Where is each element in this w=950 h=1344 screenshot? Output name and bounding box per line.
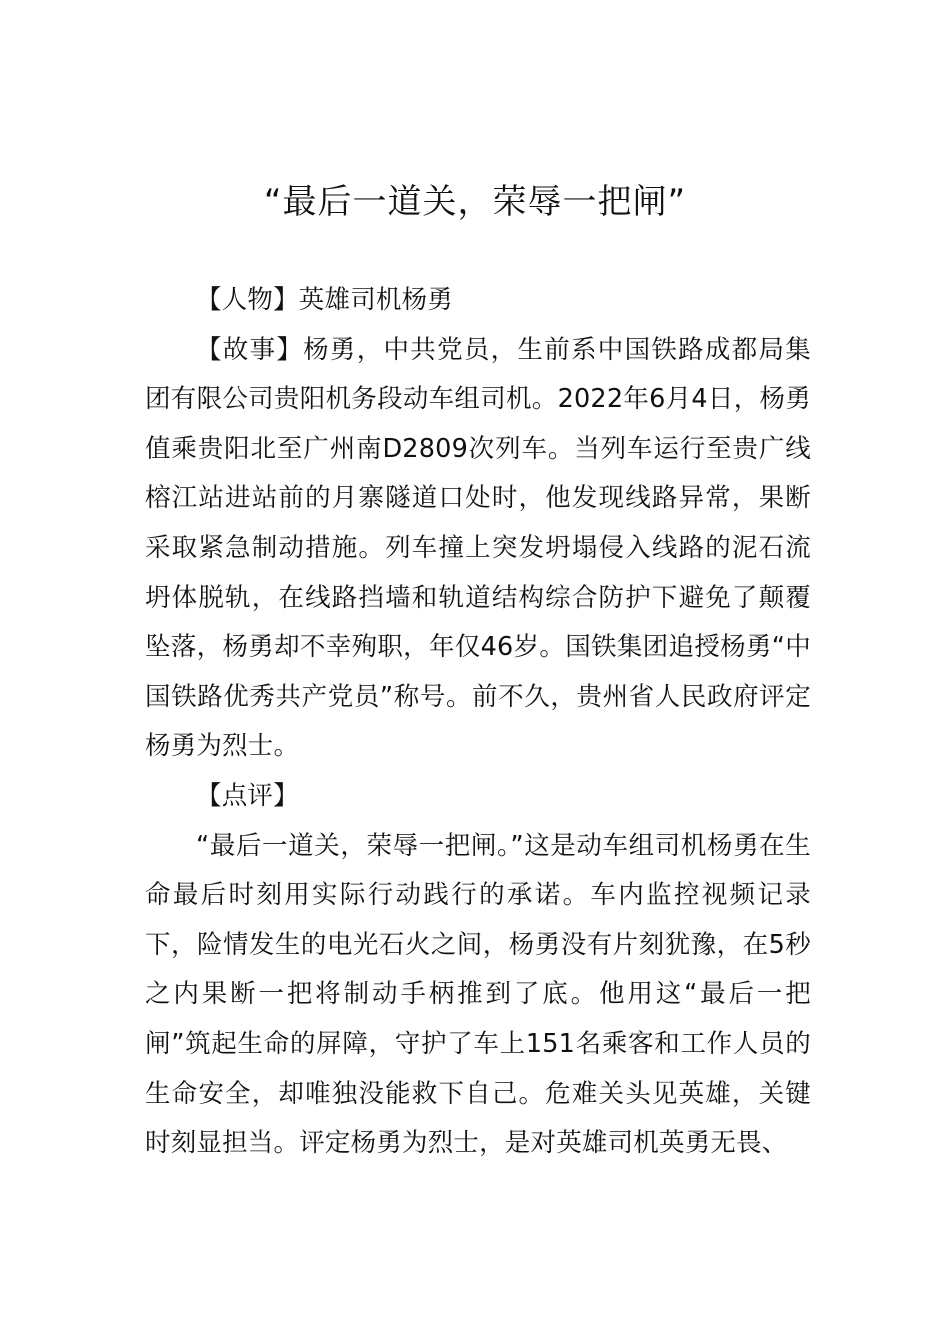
document-title: “最后一道关，荣辱一把闸” bbox=[263, 182, 687, 222]
paragraph-story: 【故事】杨勇，中共党员，生前系中国铁路成都局集团有限公司贵阳机务段动车组司机。2022年6月4日，杨勇值乘贵阳北至广州南D2809次列车。当列车运行至贵广线榕江站进站前的月寨隧道口处时，他发现线路异常，果断采取紧急制动措施。列车撞上突发坍塌侵入线路的泥石流坍体脱轨，在线路挡墙和轨道结构综合防护下避免了颠覆坠落，杨勇却不幸殉职，年仅46岁。国铁集团追授杨勇“中国铁路优秀共产党员”称号。前不久，贵州省人民政府评定杨勇为烈士。 bbox=[145, 334, 811, 762]
paragraph-person: 【人物】英雄司机杨勇 bbox=[196, 285, 454, 315]
paragraph-comment: “最后一道关，荣辱一把闸。”这是动车组司机杨勇在生命最后时刻用实际行动践行的承诺。车内监控视频记录下，险情发生的电光石火之间，杨勇没有片刻犹豫，在5秒之内果断一把将制动手柄推到了底。他用这“最后一把闸”筑起生命的屏障，守护了车上151名乘客和工作人员的生命安全，却唯独没能救下自己。危难关头见英雄，关键时刻显担当。评定杨勇为烈士，是对英雄司机英勇无畏、 bbox=[145, 830, 811, 1159]
document-body bbox=[145, 276, 811, 1169]
paragraph-comment-heading: 【点评】 bbox=[196, 780, 299, 811]
